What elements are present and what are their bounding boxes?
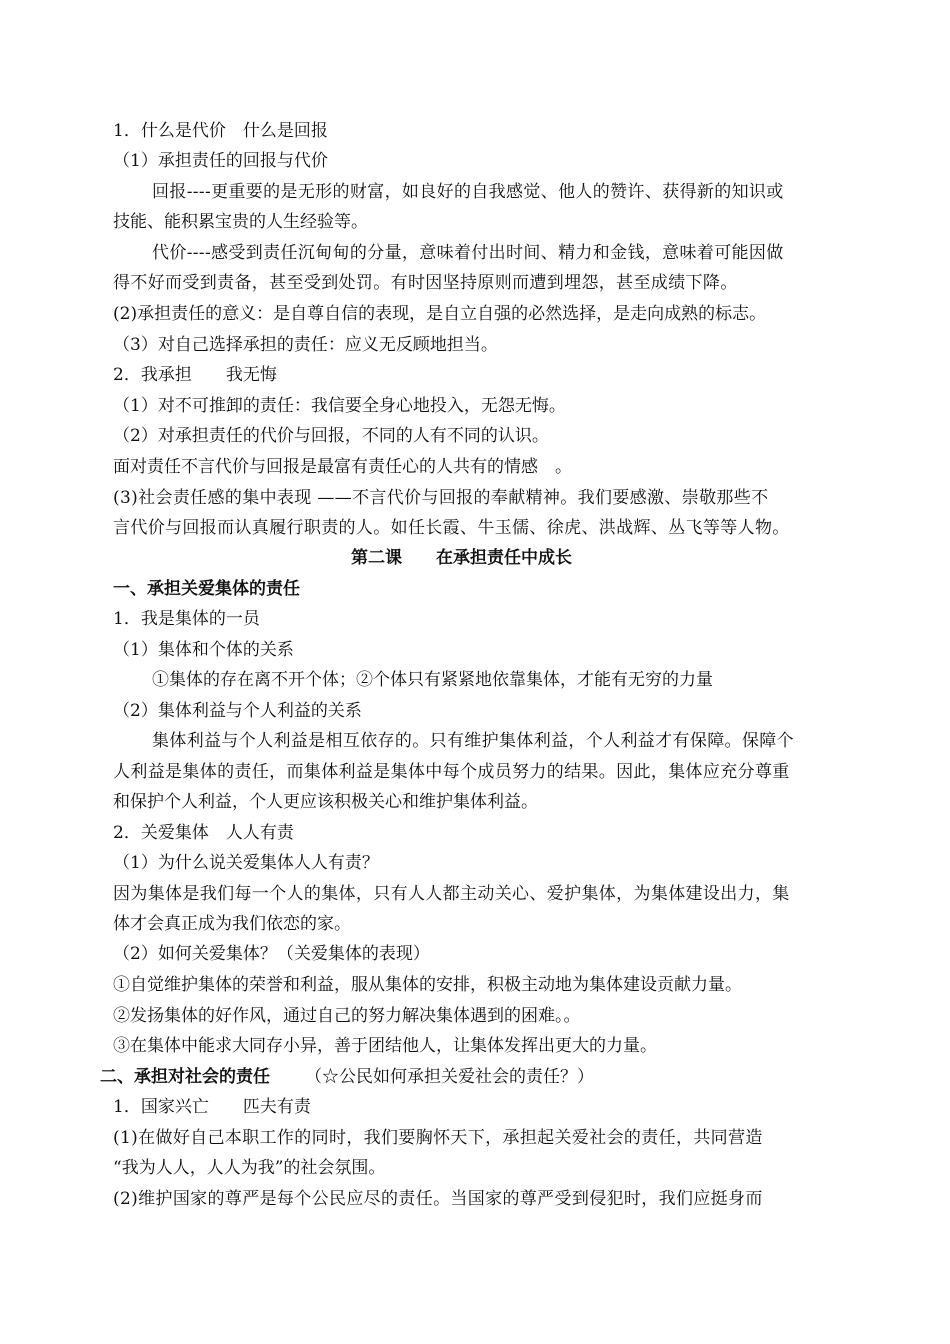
list-item-honor: ①自觉维护集体的荣誉和利益，服从集体的安排，积极主动地为集体建设贡献力量。 [113,975,742,995]
heading-member-of-collective: 1．我是集体的一员 [113,609,260,629]
section-heading-society: 二、承担对社会的责任 [100,1067,270,1087]
paragraph-unavoidable: （1）对不可推卸的责任：我信要全身心地投入，无怨无悔。 [113,396,566,416]
paragraph-social-responsibility: (3)社会责任感的集中表现 ——不言代价与回报的奉献精神。我们要感激、崇敬那些不 [113,488,769,508]
question-why-care: （1）为什么说关爱集体人人有责？ [113,853,379,873]
paragraph-feeling: 面对责任不言代价与回报是最富有责任心的人共有的情感 。 [113,457,572,477]
section-heading-society-note: （☆公民如何承担关爱社会的责任？） [305,1067,594,1087]
paragraph-interests-end: 和保护个人利益，个人更应该积极关心和维护集体利益。 [113,792,538,812]
paragraph-chosen-responsibility: （3）对自己选择承担的责任：应义无反顾地担当。 [113,335,498,355]
subheading-reward-and-cost: （1）承担责任的回报与代价 [113,151,328,171]
subheading-collective-individual: （1）集体和个体的关系 [113,640,294,660]
paragraph-different-views: （2）对承担责任的代价与回报，不同的人有不同的认识。 [113,426,549,446]
paragraph-reward-cont: 技能、能积累宝贵的人生经验等。 [113,212,368,232]
paragraph-why-care: 因为集体是我们每一个人的集体，只有人人都主动关心、爱护集体，为集体建设出力，集 [113,884,790,904]
paragraph-why-care-cont: 体才会真正成为我们依恋的家。 [113,914,351,934]
paragraph-care-society: (1)在做好自己本职工作的同时，我们要胸怀天下，承担起关爱社会的责任，共同营造 [113,1128,763,1148]
paragraph-collective-individual: ①集体的存在离不开个体；②个体只有紧紧地依靠集体，才能有无穷的力量 [152,670,713,690]
paragraph-interests-cont: 人利益是集体的责任，而集体利益是集体中每个成员努力的结果。因此，集体应充分尊重 [113,762,790,782]
heading-nation: 1．国家兴亡 匹夫有责 [113,1097,311,1117]
paragraph-cost-cont: 得不好而受到责备，甚至受到处罚。有时因坚持原则而遭到埋怨，甚至成绩下降。 [113,273,738,293]
paragraph-care-society-cont: “我为人人，人人为我”的社会氛围。 [113,1158,386,1178]
heading-care-collective: 2．关爱集体 人人有责 [113,823,294,843]
lesson-title: 第二课 在承担责任中成长 [351,548,572,568]
paragraph-social-responsibility-cont: 言代价与回报而认真履行职责的人。如任长霞、牛玉儒、徐虎、洪战辉、丛飞等等人物。 [113,518,790,538]
paragraph-cost: 代价----感受到责任沉甸甸的分量，意味着付出时间、精力和金钱，意味着可能因做 [152,243,784,263]
paragraph-reward: 回报----更重要的是无形的财富，如良好的自我感觉、他人的赞许、获得新的知识或 [152,182,784,202]
paragraph-national-dignity: (2)维护国家的尊严是每个公民应尽的责任。当国家的尊严受到侵犯时，我们应挺身而 [113,1189,763,1209]
list-item-unity: ③在集体中能求大同存小异，善于团结他人，让集体发挥出更大的力量。 [113,1036,657,1056]
heading-what-is-cost-and-reward: 1．什么是代价 什么是回报 [113,121,328,141]
section-heading-collective: 一、承担关爱集体的责任 [113,579,300,599]
paragraph-interests: 集体利益与个人利益是相互依存的。只有维护集体利益，个人利益才有保障。保障个 [152,731,794,751]
paragraph-meaning: (2)承担责任的意义：是自尊自信的表现，是自立自强的必然选择，是走向成熟的标志。 [113,304,767,324]
list-item-style: ②发扬集体的好作风，通过自己的努力解决集体遇到的困难。。 [113,1006,581,1026]
question-how-care: （2）如何关爱集体？（关爱集体的表现） [113,944,430,964]
heading-i-bear-no-regret: 2．我承担 我无悔 [113,365,277,385]
subheading-interests: （2）集体利益与个人利益的关系 [113,701,362,721]
